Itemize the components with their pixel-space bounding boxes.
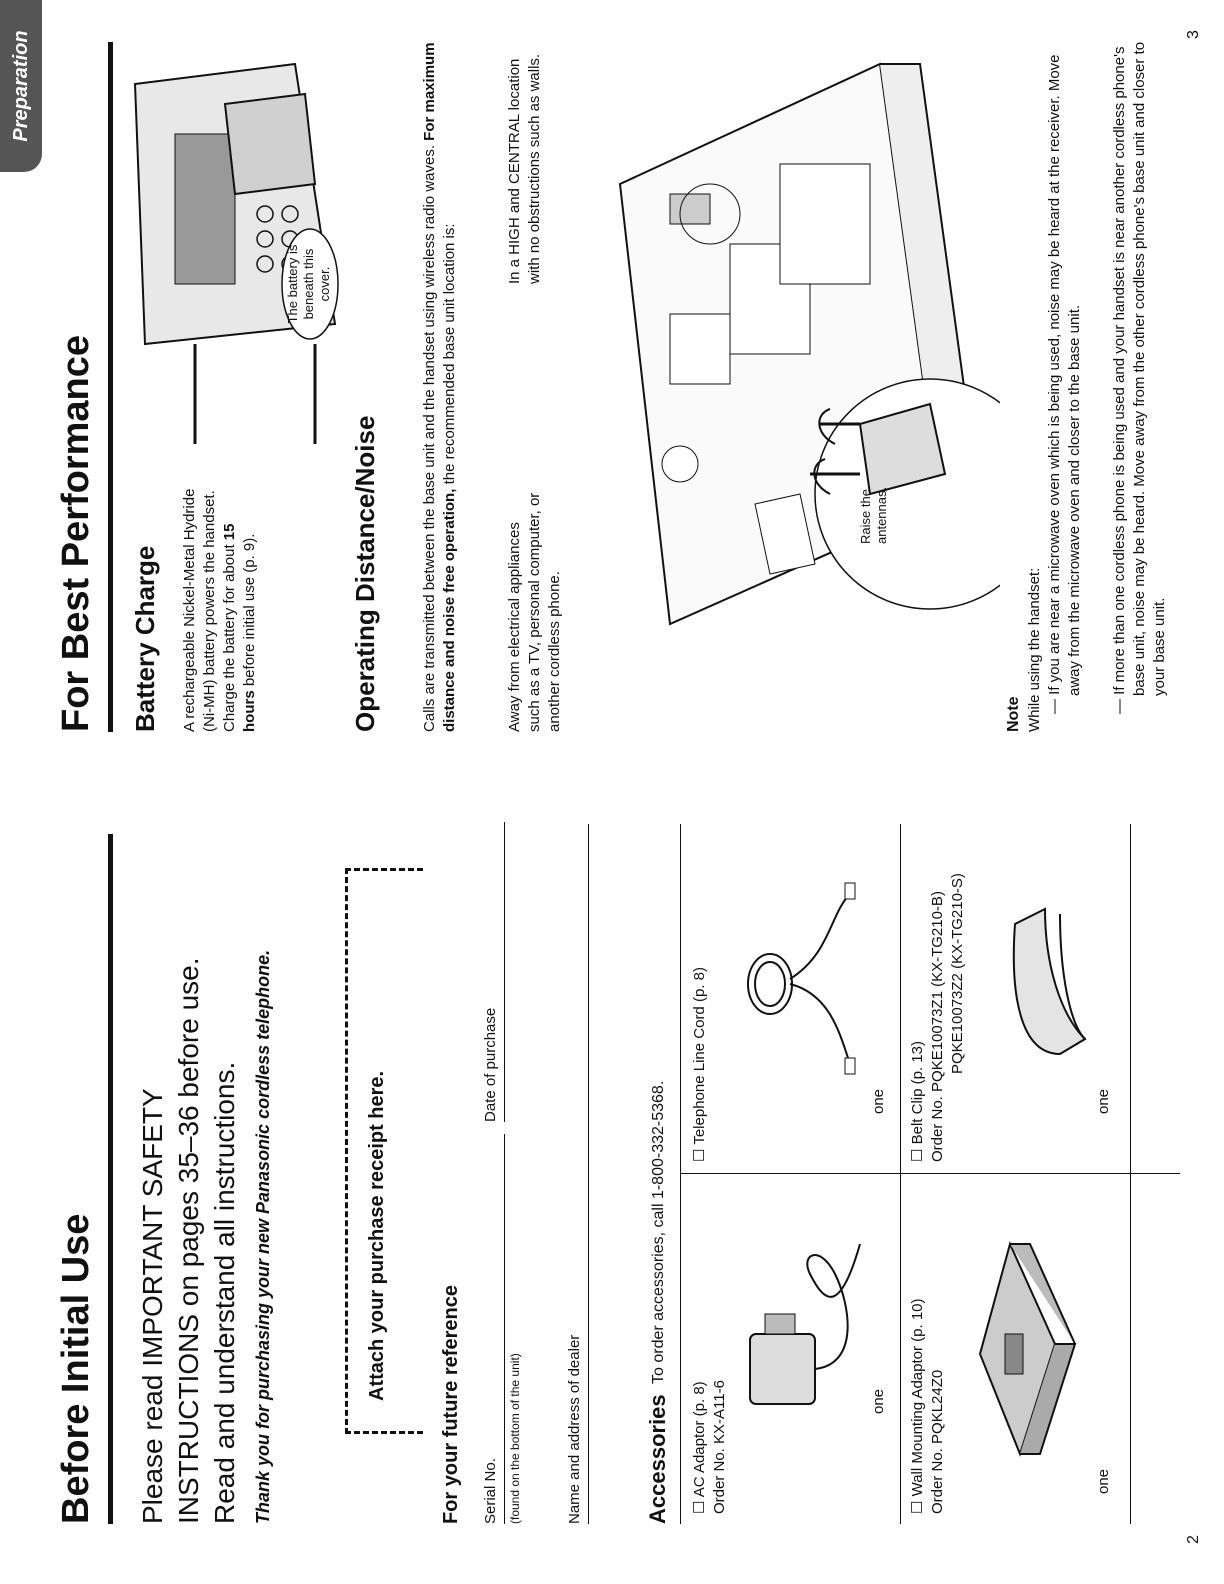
- high-text: In a HIGH and CENTRAL location with no obstructions such as walls.: [506, 53, 543, 284]
- receipt-label: Attach your purchase receipt here.: [366, 1070, 388, 1401]
- battery-text: [180, 482, 260, 732]
- intro-line-1: Please read IMPORTANT SAFETY: [137, 1088, 168, 1524]
- room-illustration: [560, 44, 1000, 704]
- accessory-qty: one: [1095, 1468, 1112, 1494]
- date-label: Date of purchase: [482, 1007, 499, 1122]
- serial-note: (found on the bottom of the unit): [508, 1353, 522, 1524]
- right-page-title: For Best Performance: [55, 42, 113, 732]
- distance-text: [420, 42, 460, 732]
- thanks-text: Thank you for purchasing your new Panasonic cordless telephone.: [253, 949, 273, 1524]
- battery-callout: The battery is beneath this cover.: [285, 244, 332, 324]
- accessories-note: To order accessories, call 1-800-332-5368.: [650, 1080, 667, 1384]
- accessory-order: Order No. PQKL24Z0: [929, 1369, 946, 1514]
- page-number-left: 2: [1185, 1535, 1202, 1544]
- distance-bold: For maximum distance and noise free operation,: [421, 42, 458, 732]
- battery-text-2: before initial use (p. 9).: [241, 533, 258, 691]
- reference-title: For your future reference: [440, 1285, 462, 1524]
- left-page-title: Before Initial Use: [55, 834, 113, 1524]
- accessory-order-2: PQKE10073Z2 (KX-TG210-S): [949, 873, 966, 1074]
- accessories-title: Accessories: [645, 1394, 670, 1524]
- dealer-label: Name and address of dealer: [566, 1334, 583, 1524]
- accessory-label: ☐ AC Adaptor (p. 8): [691, 1381, 708, 1514]
- distance-text-1: Calls are transmitted between the base unit and the handset using wireless radio waves.: [421, 140, 438, 732]
- battery-text-1: A rechargeable Nickel-Metal Hydride (Ni-MH) battery powers the handset. Charge the battery for about: [181, 488, 238, 732]
- accessory-label: ☐ Telephone Line Cord (p. 8): [691, 967, 708, 1162]
- section-banner: Preparation: [0, 0, 42, 172]
- distance-title: Operating Distance/Noise: [350, 415, 380, 732]
- battery-bold: 15 hours: [221, 523, 258, 732]
- note-title: Note: [1005, 696, 1022, 732]
- note-item-1: — If you are near a microwave oven which is being used, noise may be heard at the receiver. Move away from the microwave oven and closer to the base unit.: [1046, 54, 1083, 714]
- accessory-qty: one: [870, 1388, 887, 1414]
- antenna-callout: Raise the antennas.: [858, 486, 889, 544]
- battery-title: Battery Charge: [130, 545, 160, 732]
- accessory-qty: one: [1095, 1088, 1112, 1114]
- intro-line-3: Read and understand all instructions.: [209, 1061, 240, 1524]
- accessory-label: ☐ Belt Clip (p. 13): [909, 1041, 926, 1162]
- note-intro: While using the handset:: [1026, 567, 1043, 732]
- accessory-qty: one: [870, 1088, 887, 1114]
- away-text: Away from electrical appliances such as a TV, personal computer, or another cordless phone.: [506, 492, 563, 732]
- accessory-label: ☐ Wall Mounting Adaptor (p. 10): [909, 1298, 926, 1514]
- page-number-right: 3: [1185, 30, 1202, 39]
- accessory-order: Order No. KX-A11-6: [711, 1380, 728, 1514]
- accessory-order: Order No. PQKE10073Z1 (KX-TG210-B): [929, 891, 946, 1162]
- serial-label: Serial No.: [482, 1458, 499, 1524]
- intro-line-2: INSTRUCTIONS on pages 35–36 before use.: [173, 957, 204, 1524]
- distance-text-2: the recommended base unit location is:: [441, 223, 458, 489]
- note-item-2: — If more than one cordless phone is being used and your handset is near another cordless phone's base unit, noise may be heard. Move away from the other cordless phone's base unit and closer to your base unit.: [1111, 41, 1168, 714]
